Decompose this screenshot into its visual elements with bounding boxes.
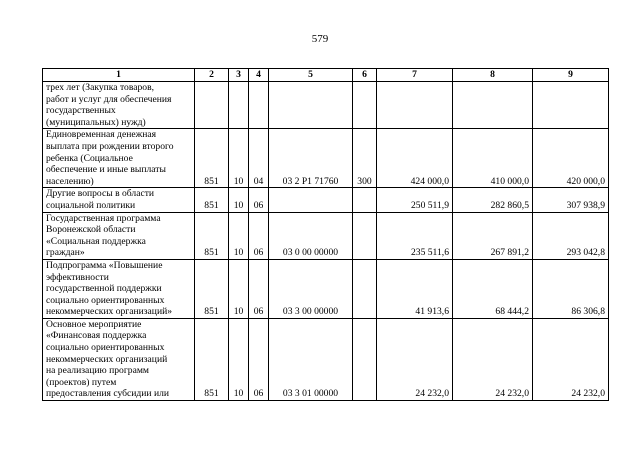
row-name-line: (муниципальных) нужд) [46,116,146,128]
row-name-cell [43,129,195,188]
col-year-1: 24 232,0 [377,318,453,400]
col-target-article: 03 0 00 00000 [269,212,353,259]
row-name-cell [43,82,195,129]
col-expense-type: 300 [353,129,377,188]
header-cell-3: 3 [229,69,249,82]
col-section: 10 [229,318,249,400]
row-name-line: Основное мероприятие [46,318,142,330]
row-name-line: Подпрограмма «Повышение [46,259,163,271]
table-row [43,212,609,259]
row-name-line: некоммерческих организаций [46,353,168,365]
table-row [43,188,609,212]
header-cell-2: 2 [195,69,229,82]
col-expense-type [353,259,377,318]
header-cell-5: 5 [269,69,353,82]
header-cell-1: 1 [43,69,195,82]
page-number: 579 [311,33,329,45]
col-subsection: 06 [249,212,269,259]
col-year-2: 410 000,0 [453,129,533,188]
header-cell-7: 7 [377,69,453,82]
header-row [43,69,609,82]
row-name-line: социальной политики [46,199,136,211]
row-name-line: ребенка (Социальное [46,152,133,164]
row-name-line: населению) [46,175,94,187]
row-name-line: работ и услуг для обеспечения [46,93,172,105]
table-row [43,259,609,318]
col-admin-code [195,82,229,129]
col-expense-type [353,188,377,212]
col-target-article: 03 3 00 00000 [269,259,353,318]
col-section [229,82,249,129]
col-year-3: 86 306,8 [533,259,609,318]
header-cell-9: 9 [533,69,609,82]
col-target-article [269,82,353,129]
row-name-line: социально ориентированных [46,342,165,354]
col-year-3 [533,82,609,129]
col-subsection: 06 [249,318,269,400]
row-name-line: государственных [46,105,116,117]
table-row [43,82,609,129]
col-admin-code: 851 [195,188,229,212]
row-name-line: (проектов) путем [46,376,117,388]
row-name-line: Государственная программа [46,212,161,224]
row-name-cell [43,212,195,259]
row-name-line: государственной поддержки [46,283,162,295]
row-name-line: Воронежской области [46,224,136,236]
row-name-cell [43,318,195,400]
col-subsection: 06 [249,188,269,212]
row-name-cell [43,188,195,212]
col-year-1: 235 511,6 [377,212,453,259]
col-admin-code: 851 [195,259,229,318]
col-section: 10 [229,188,249,212]
row-name-cell [43,259,195,318]
budget-table [42,68,609,401]
col-subsection: 04 [249,129,269,188]
col-year-1: 250 511,9 [377,188,453,212]
row-name-line: социально ориентированных [46,294,165,306]
col-section: 10 [229,212,249,259]
col-year-2 [453,82,533,129]
col-subsection: 06 [249,259,269,318]
col-admin-code: 851 [195,129,229,188]
col-year-1: 41 913,6 [377,259,453,318]
col-expense-type [353,318,377,400]
col-target-article: 03 3 01 00000 [269,318,353,400]
col-subsection [249,82,269,129]
col-expense-type [353,212,377,259]
row-name-line: некоммерческих организаций» [46,306,173,318]
row-name-line: «Социальная поддержка [46,235,146,247]
col-year-2: 267 891,2 [453,212,533,259]
row-name-line: выплата при рождении второго [46,140,174,152]
row-name-line: «Финансовая поддержка [46,330,147,342]
table-row [43,129,609,188]
row-name-line: предоставления субсидии или [46,388,170,400]
col-year-3: 24 232,0 [533,318,609,400]
row-name-line: трех лет (Закупка товаров, [46,82,155,93]
row-name-line: эффективности [46,271,109,283]
header-cell-4: 4 [249,69,269,82]
row-name-line: на реализацию программ [46,365,149,377]
header-cell-8: 8 [453,69,533,82]
col-year-3: 293 042,8 [533,212,609,259]
col-year-3: 307 938,9 [533,188,609,212]
header-cell-6: 6 [353,69,377,82]
col-admin-code: 851 [195,318,229,400]
col-year-2: 68 444,2 [453,259,533,318]
col-expense-type [353,82,377,129]
col-year-2: 282 860,5 [453,188,533,212]
col-year-3: 420 000,0 [533,129,609,188]
col-year-1 [377,82,453,129]
row-name-line: граждан» [46,247,85,259]
row-name-line: обеспечение и иные выплаты [46,164,166,176]
col-admin-code: 851 [195,212,229,259]
col-target-article [269,188,353,212]
col-section: 10 [229,129,249,188]
row-name-line: Другие вопросы в области [46,188,155,200]
table-row [43,318,609,400]
col-section: 10 [229,259,249,318]
col-target-article: 03 2 P1 71760 [269,129,353,188]
row-name-line: Единовременная денежная [46,129,157,141]
col-year-1: 424 000,0 [377,129,453,188]
col-year-2: 24 232,0 [453,318,533,400]
